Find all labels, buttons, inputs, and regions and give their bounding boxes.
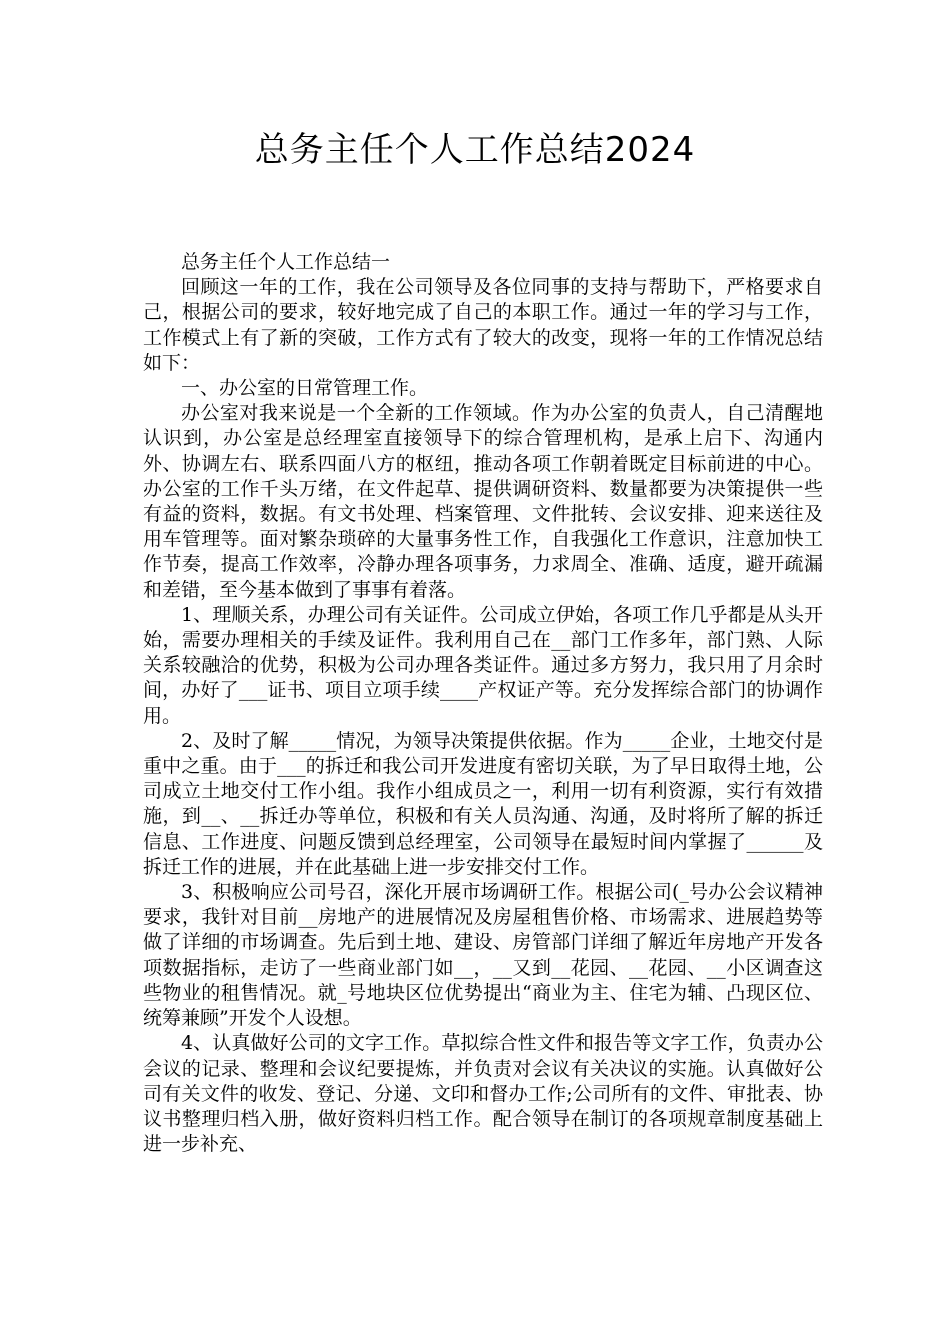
section-heading: 总务主任个人工作总结一 bbox=[181, 251, 391, 273]
body-paragraph: 4、认真做好公司的文字工作。草拟综合性文件和报告等文字工作，负责办公会议的记录、整理和会议纪要提炼，并负责对会议有关决议的实施。认真做好公司有关文件的收发、登记、分递、文印和督办工作;公司所有的文件、审批表、协议书整理归档入册，做好资料归档工作。配合领导在制订的各项规章制度基础上进一步补充、 bbox=[143, 1032, 823, 1156]
body-paragraph: 1、理顺关系，办理公司有关证件。公司成立伊始，各项工作几乎都是从头开始，需要办理相关的手续及证件。我利用自己在__部门工作多年，部门熟、人际关系较融洽的优势，积极为公司办理各类证件。通过多方努力，我只用了月余时间，办好了___证书、项目立项手续____产权证产等。充分发挥综合部门的协调作用。 bbox=[143, 603, 823, 727]
body-paragraph: 3、积极响应公司号召，深化开展市场调研工作。根据公司(_号办公会议精神要求，我针对目前__房地产的进展情况及房屋租售价格、市场需求、进展趋势等做了详细的市场调查。先后到土地、建设、房管部门详细了解近年房地产开发各项数据指标，走访了一些商业部门如__，__又到__花园、__花园、__小区调查这些物业的租售情况。就_号地块区位优势提出“商业为主、住宅为辅、凸现区位、统筹兼顾”开发个人设想。 bbox=[143, 881, 823, 1030]
document-title: 总务主任个人工作总结2024 bbox=[254, 130, 696, 170]
document-body bbox=[143, 250, 823, 1157]
section-heading: 一、办公室的日常管理工作。 bbox=[181, 377, 429, 400]
body-paragraph: 回顾这一年的工作，我在公司领导及各位同事的支持与帮助下，严格要求自己，根据公司的要求，较好地完成了自己的本职工作。通过一年的学习与工作，工作模式上有了新的突破，工作方式有了较大的改变，现将一年的工作情况总结如下： bbox=[143, 276, 823, 374]
body-paragraph: 办公室对我来说是一个全新的工作领域。作为办公室的负责人，自己清醒地认识到，办公室是总经理室直接领导下的综合管理机构，是承上启下、沟通内外、协调左右、联系四面八方的枢纽，推动各项工作朝着既定目标前进的中心。办公室的工作千头万绪，在文件起草、提供调研资料、数量都要为决策提供一些有益的资料，数据。有文书处理、档案管理、文件批转、会议安排、迎来送往及用车管理等。面对繁杂琐碎的大量事务性工作，自我强化工作意识，注意加快工作节奏，提高工作效率，冷静办理各项事务，力求周全、准确、适度，避开疏漏和差错，至今基本做到了事事有着落。 bbox=[143, 402, 823, 601]
body-paragraph: 2、及时了解_____情况，为领导决策提供依据。作为_____企业，土地交付是重中之重。由于___的拆迁和我公司开发进度有密切关联，为了早日取得土地，公司成立土地交付工作小组。我作小组成员之一，利用一切有利资源，实行有效措施，到__、__拆迁办等单位，积极和有关人员沟通、沟通，及时将所了解的拆迁信息、工作进度、问题反馈到总经理室，公司领导在最短时间内掌握了______及拆迁工作的进展，并在此基础上进一步安排交付工作。 bbox=[143, 729, 823, 878]
